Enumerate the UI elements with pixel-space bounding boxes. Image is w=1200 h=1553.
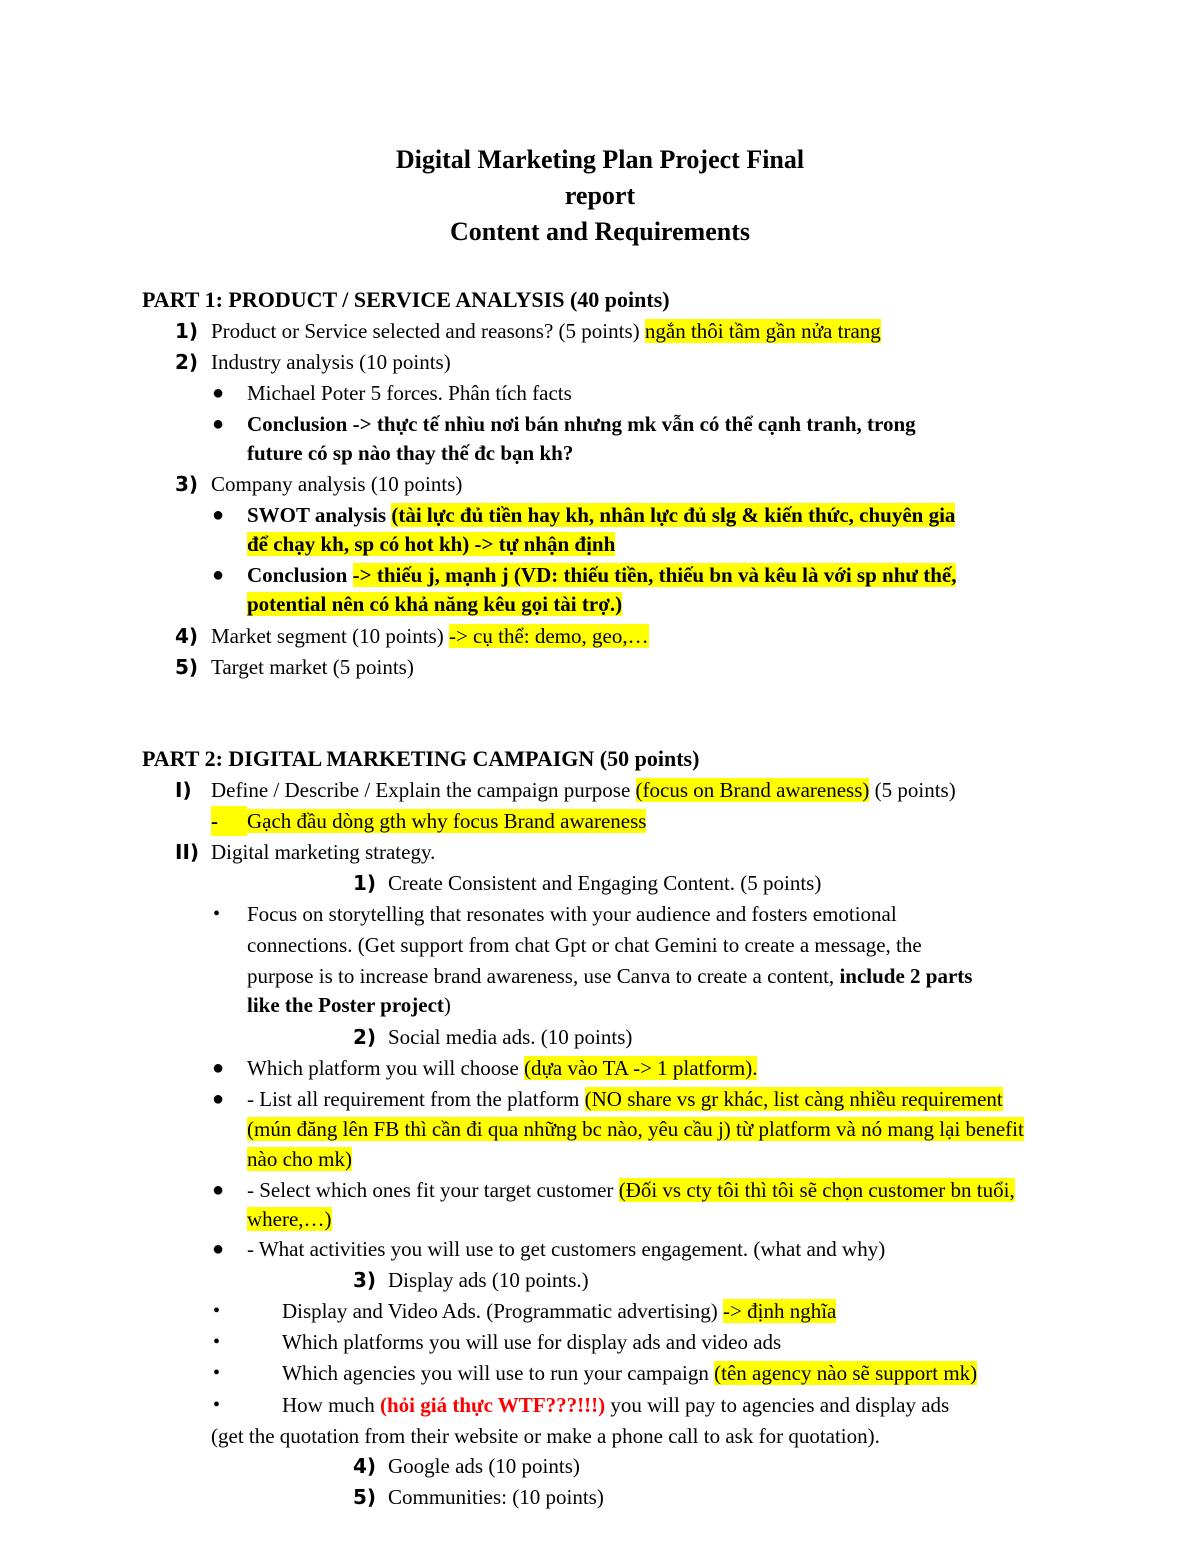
bullet-item-cont: (mún đăng lên FB thì cần đi qua những bc nào, yêu cầu j) từ platform và nó mang lại benefit (247, 1117, 1024, 1141)
list-number: 4) (175, 624, 199, 648)
list-number: 5) (175, 655, 199, 679)
list-number: 3) (353, 1268, 377, 1292)
list-item: Company analysis (10 points) (211, 472, 463, 496)
doc-title-line2: report (564, 181, 636, 210)
highlight-note: để chạy kh, sp có hot kh) -> tự nhận định (247, 532, 616, 556)
bullet-item: Focus on storytelling that resonates with your audience and fosters emotional (247, 902, 897, 926)
bullet-item-cont (247, 1144, 352, 1174)
bullet-item: Conclusion -> thiếu j, mạnh j (VD: thiếu tiền, thiếu bn và kêu là với sp như thế, (247, 563, 957, 587)
list-number: 1) (175, 319, 199, 343)
highlight-note: (focus on Brand awareness) (635, 778, 870, 802)
highlight-note: potential nên có khả năng kêu gọi tài trợ.) (247, 592, 623, 616)
bullet-icon: ● (212, 1088, 225, 1110)
bullet-item: Which agencies you will use to run your campaign (tên agency nào sẽ support mk) (282, 1361, 978, 1385)
bullet-icon: • (213, 1331, 221, 1353)
bullet-item: - List all requirement from the platform (NO share vs gr khác, list càng nhiều requirement (247, 1087, 1003, 1111)
highlight-note: (Đối vs cty tôi thì tôi sẽ chọn customer bn tuổi, (618, 1178, 1015, 1202)
bullet-icon: ● (212, 1057, 225, 1079)
list-item: Digital marketing strategy. (211, 840, 436, 864)
highlight-note: (NO share vs gr khác, list càng nhiều requirement (584, 1087, 1003, 1111)
part2-heading: PART 2: DIGITAL MARKETING CAMPAIGN (50 points) (142, 746, 700, 771)
list-item: Product or Service selected and reasons? (5 points) ngắn thôi tầm gần nửa trang (211, 319, 881, 343)
list-number: 1) (353, 871, 377, 895)
doc-title-line1: Digital Marketing Plan Project Final (395, 145, 805, 174)
highlight-note: (dựa vào TA -> 1 platform). (524, 1056, 758, 1080)
bullet-item-cont (247, 589, 622, 619)
bullet-item-cont (247, 1204, 332, 1234)
bullet-item: Which platforms you will use for display ads and video ads (282, 1330, 782, 1354)
bullet-icon: • (213, 1362, 221, 1384)
list-item: Communities: (10 points) (388, 1485, 604, 1509)
bullet-icon: ● (212, 1179, 225, 1201)
highlight-note: (mún đăng lên FB thì cần đi qua những bc nào, yêu cầu j) (247, 1117, 731, 1141)
highlight-note: where,…) (247, 1207, 332, 1231)
bullet-item-cont: purpose is to increase brand awareness, use Canva to create a content, include 2 parts (247, 964, 973, 988)
highlight-note: (tài lực đủ tiền hay kh, nhân lực đủ slg & kiến thức, chuyên gia (391, 503, 956, 527)
list-number: 4) (353, 1454, 377, 1478)
highlight-note: nào cho mk) (247, 1147, 352, 1171)
highlight-note: (tên agency nào sẽ support mk) (714, 1361, 978, 1385)
list-item: Market segment (10 points) -> cụ thể: demo, geo,… (211, 624, 649, 648)
list-item: Social media ads. (10 points) (388, 1025, 633, 1049)
highlight-note: -> thiếu j, mạnh j (VD: thiếu tiền, thiếu bn và kêu là với sp như thế, (352, 563, 957, 587)
bullet-icon: ● (212, 382, 225, 404)
bullet-item-cont (247, 529, 615, 559)
list-item: Display ads (10 points.) (388, 1268, 589, 1292)
red-note: (hỏi giá thực WTF???!!!) (380, 1393, 606, 1417)
bullet-item: Display and Video Ads. (Programmatic advertising) -> định nghĩa (282, 1299, 837, 1323)
bullet-icon: ● (212, 504, 225, 526)
list-item: Industry analysis (10 points) (211, 350, 451, 374)
bullet-item: - Select which ones fit your target customer (Đối vs cty tôi thì tôi sẽ chọn customer bn tuổi, (247, 1178, 1015, 1202)
bullet-item-cont: future có sp nào thay thế đc bạn kh? (247, 441, 574, 465)
list-item: Define / Describe / Explain the campaign purpose (focus on Brand awareness) (5 points) (211, 778, 956, 802)
bullet-item: - What activities you will use to get customers engagement. (what and why) (247, 1237, 886, 1261)
highlight-note: ngắn thôi tầm gần nửa trang (644, 319, 881, 343)
bullet-icon: ● (212, 1238, 225, 1260)
list-number: 2) (175, 350, 199, 374)
highlight-note: Gạch đầu dòng gth why focus Brand awareness (247, 809, 647, 833)
list-item: Google ads (10 points) (388, 1454, 580, 1478)
bullet-item-cont: connections. (Get support from chat Gpt or chat Gemini to create a message, the (247, 933, 922, 957)
bullet-item: Which platform you will choose (dựa vào TA -> 1 platform). (247, 1056, 758, 1080)
bullet-icon: ● (212, 564, 225, 586)
list-number: I) (175, 778, 192, 802)
dash-item (211, 806, 646, 836)
list-number: 3) (175, 472, 199, 496)
highlight-note: -> cụ thể: demo, geo,… (448, 624, 649, 648)
bullet-icon: • (213, 903, 221, 925)
list-number: II) (175, 840, 200, 864)
part1-heading: PART 1: PRODUCT / SERVICE ANALYSIS (40 points) (142, 287, 670, 312)
bullet-item: SWOT analysis (tài lực đủ tiền hay kh, nhân lực đủ slg & kiến thức, chuyên gia (247, 503, 956, 527)
bullet-item: How much (hỏi giá thực WTF???!!!) you will pay to agencies and display ads (282, 1393, 950, 1417)
bullet-icon: ● (212, 413, 225, 435)
doc-title-line3: Content and Requirements (450, 217, 750, 246)
bullet-item: Conclusion -> thực tế nhìu nơi bán nhưng mk vẫn có thể cạnh tranh, trong (247, 412, 916, 436)
list-item: Create Consistent and Engaging Content. (5 points) (388, 871, 822, 895)
bullet-icon: • (213, 1300, 221, 1322)
bullet-item: Michael Poter 5 forces. Phân tích facts (247, 381, 572, 405)
list-item: Target market (5 points) (211, 655, 414, 679)
bullet-icon: • (213, 1394, 221, 1416)
list-number: 2) (353, 1025, 377, 1049)
bullet-item-cont: like the Poster project) (247, 993, 451, 1017)
bullet-item-cont: (get the quotation from their website or make a phone call to ask for quotation). (211, 1424, 880, 1448)
highlight-note: -> định nghĩa (723, 1299, 837, 1323)
dash-mark: - (211, 806, 247, 836)
list-number: 5) (353, 1485, 377, 1509)
